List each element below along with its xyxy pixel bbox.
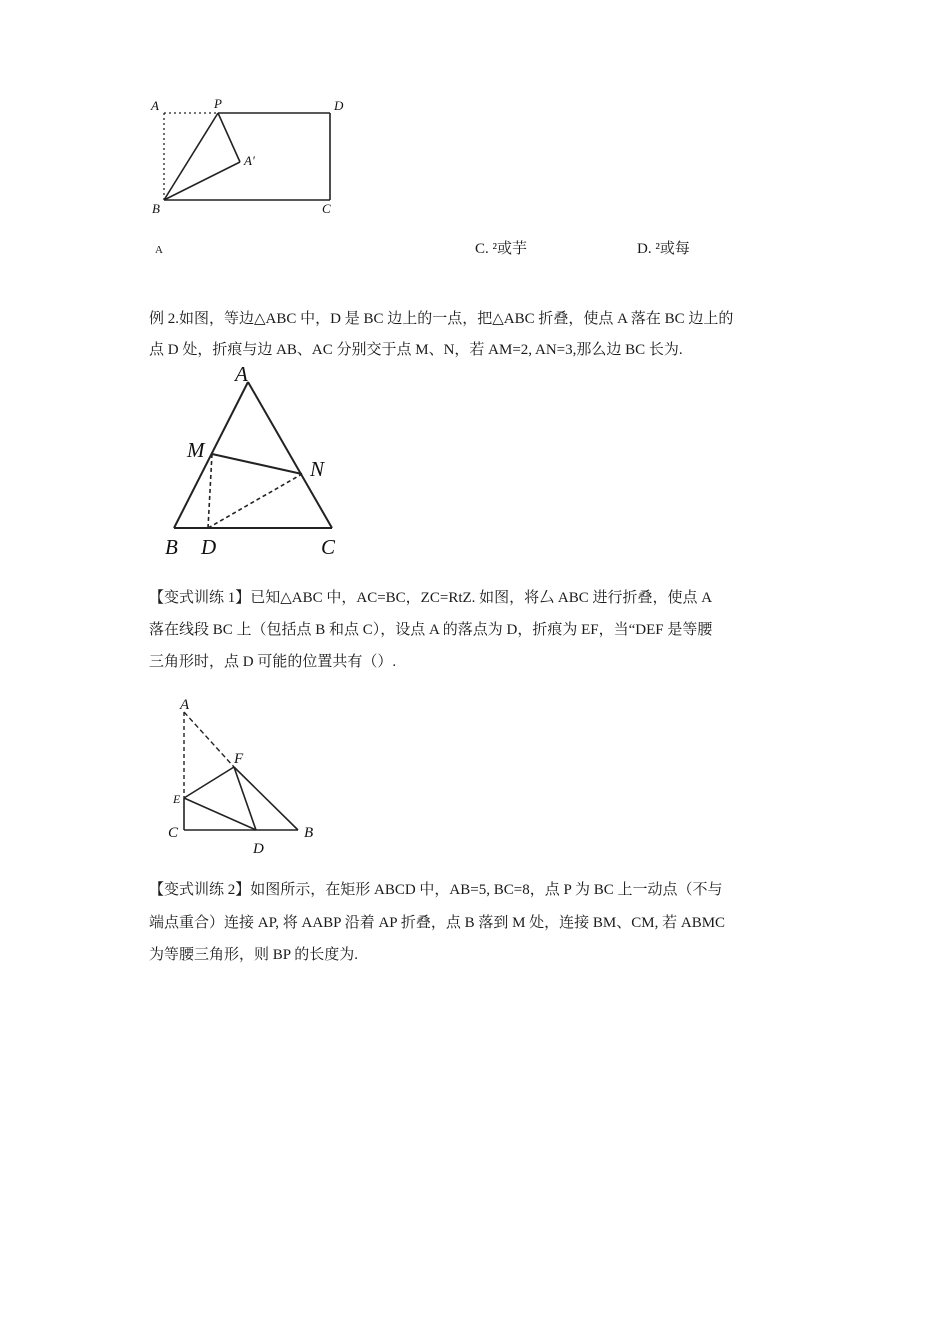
label-P: P <box>214 96 222 111</box>
variant1-line3: 三角形时，点 D 可能的位置共有（）. <box>149 654 397 670</box>
figure-equilateral-fold <box>160 360 360 560</box>
label-C: C <box>168 825 179 841</box>
variant2-line3: 为等腰三角形，则 BP 的长度为. <box>149 947 359 963</box>
dashed-segment-MD <box>208 454 212 528</box>
label-A-prime: A′ <box>244 153 255 168</box>
segment-FD <box>234 767 256 830</box>
label-D: D <box>253 841 264 855</box>
label-D: D <box>201 535 217 559</box>
label-C: C <box>321 535 336 559</box>
label-D: D <box>334 98 344 113</box>
example2-line1: 例 2.如图，等边△ABC 中，D 是 BC 边上的一点，把△ABC 折叠，使点 A 落在 BC 边上的 <box>149 311 734 327</box>
figure-right-triangle-fold <box>160 690 330 855</box>
option-c: C. ²或芋 <box>475 241 528 257</box>
segment-ED <box>184 798 256 830</box>
label-E: E <box>173 792 181 806</box>
segment-EF <box>184 767 234 798</box>
label-A: A <box>151 98 159 113</box>
option-d: D. ²或每 <box>637 241 690 257</box>
label-B: B <box>165 535 178 559</box>
variant1-line1: 【变式训练 1】已知△ABC 中，AC=BC，ZC=RtZ. 如图，将厶 ABC 进行折叠，使点 A <box>149 590 713 606</box>
variant1-line2: 落在线段 BC 上（包括点 B 和点 C），设点 A 的落点为 D，折痕为 EF，当“DEF 是等腰 <box>149 622 713 638</box>
label-N: N <box>310 457 325 481</box>
segment-FB <box>234 767 298 830</box>
label-F: F <box>234 751 244 767</box>
label-B: B <box>304 825 314 841</box>
stray-label-A: A <box>155 244 163 256</box>
label-M: M <box>187 438 205 462</box>
label-A: A <box>235 362 248 386</box>
label-B: B <box>152 201 160 216</box>
figure-rectangle-fold <box>140 90 360 220</box>
label-A: A <box>180 697 190 713</box>
segment-MN <box>212 454 302 474</box>
variant2-line2: 端点重合）连接 AP, 将 AABP 沿着 AP 折叠，点 B 落到 M 处，连接 BM、CM, 若 ABMC <box>149 915 726 931</box>
label-C: C <box>322 201 331 216</box>
example2-line2: 点 D 处，折痕与边 AB、AC 分别交于点 M、N，若 AM=2, AN=3,那么边 BC 长为. <box>149 342 683 358</box>
dashed-segment-DN <box>208 474 302 528</box>
dashed-segment-AF <box>184 712 234 767</box>
segment-PA-prime <box>218 113 240 162</box>
segment-AB <box>174 382 248 528</box>
variant2-line1: 【变式训练 2】如图所示，在矩形 ABCD 中，AB=5, BC=8，点 P 为 BC 上一动点（不与 <box>149 882 723 898</box>
segment-AC <box>248 382 332 528</box>
